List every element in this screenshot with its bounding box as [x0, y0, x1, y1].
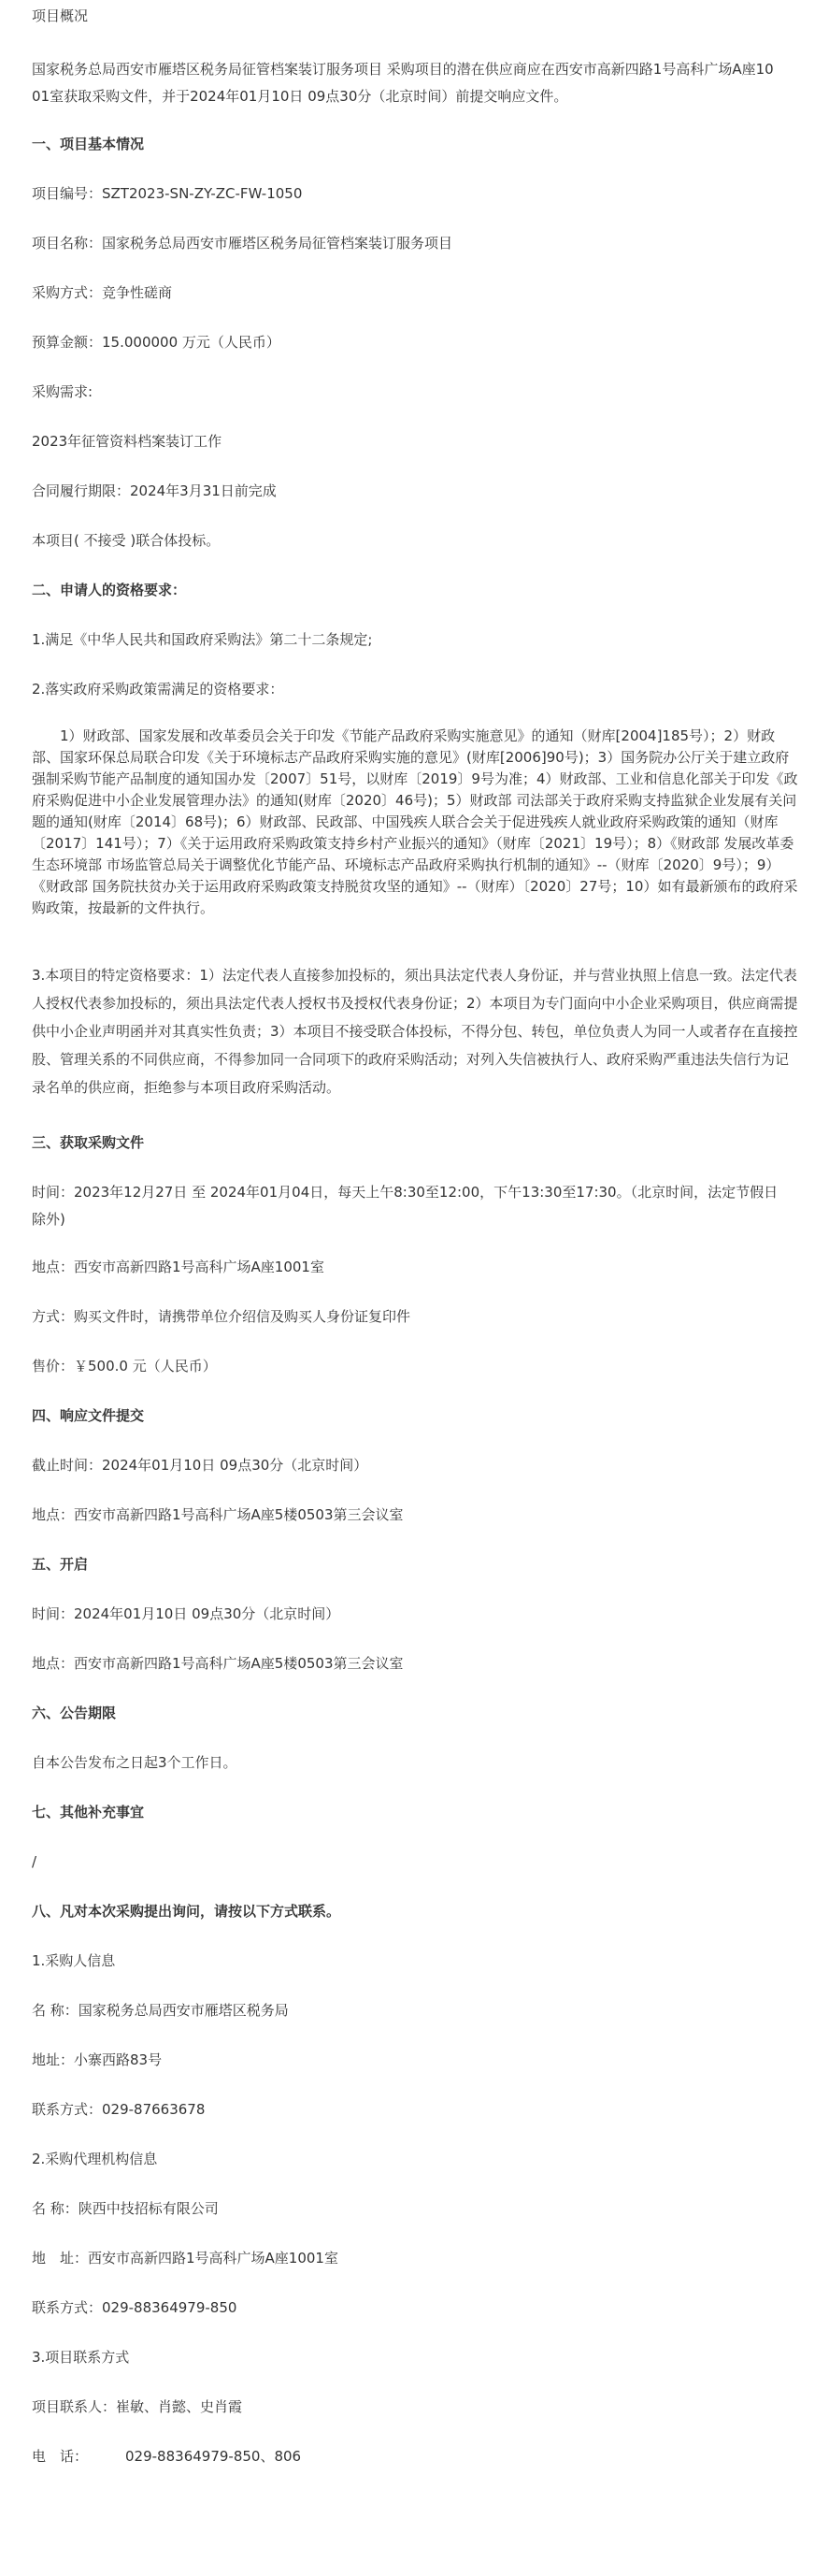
obtain-place: 地点：西安市高新四路1号高科广场A座1001室: [32, 1259, 324, 1275]
supplementary-matters: /: [32, 1853, 37, 1870]
submission-place: 地点：西安市高新四路1号高科广场A座5楼0503第三会议室: [32, 1506, 404, 1523]
qualification-2: 2.落实政府采购政策需满足的资格要求：: [32, 681, 284, 698]
agency-address: 地 址：西安市高新四路1号高科广场A座1001室: [32, 2250, 338, 2267]
opening-time: 时间：2024年01月10日 09点30分（北京时间）: [32, 1605, 340, 1622]
purchaser-info-title: 1.采购人信息: [32, 1952, 116, 1969]
budget-amount: 预算金额：15.000000 万元（人民币）: [32, 334, 280, 351]
section-2-title: 二、申请人的资格要求：: [32, 582, 187, 598]
section-6-title: 六、公告期限: [32, 1705, 117, 1721]
purchaser-phone: 联系方式：029-87663678: [32, 2101, 206, 2118]
section-3-title: 三、获取采购文件: [32, 1134, 145, 1151]
agency-info-title: 2.采购代理机构信息: [32, 2151, 158, 2167]
qualification-1: 1.满足《中华人民共和国政府采购法》第二十二条规定;: [32, 631, 373, 648]
overview-text: 国家税务总局西安市雁塔区税务局征管档案装订服务项目 采购项目的潜在供应商应在西安市高新四路1号高科广场A座1001室获取采购文件，并于2024年01月10日 09点30分（北京时间）前提交响应文件。: [32, 61, 774, 105]
project-number: 项目编号：SZT2023-SN-ZY-ZC-FW-1050: [32, 185, 303, 202]
joint-bid-note: 本项目( 不接受 )联合体投标。: [32, 532, 221, 549]
procurement-requirement-label: 采购需求:: [32, 383, 93, 400]
section-1-title: 一、项目基本情况: [32, 136, 145, 152]
opening-place: 地点：西安市高新四路1号高科广场A座5楼0503第三会议室: [32, 1655, 404, 1672]
obtain-time: 时间：2023年12月27日 至 2024年01月04日，每天上午8:30至12:00，下午13:30至17:30。（北京时间，法定节假日除外): [32, 1184, 779, 1228]
qualification-2-detail: 1）财政部、国家发展和改革委员会关于印发《节能产品政府采购实施意见》的通知（财库[2004]185号）；2）财政部、国家环保总局联合印发《关于环境标志产品政府采购实施的意见》(财库[2006]90号)；3）国务院办公厅关于建立政府强制采购节能产品制度的通知国办发〔2007〕51号，以财库〔2019〕9号为准；4）财政部、工业和信息化部关于印发《政府采购促进中小企业发展管理办法》的通知(财库〔2020〕46号)；5）财政部 司法部关于政府采购支持监狱企业发展有关问题的通知(财库〔2014〕68号)；6）财政部、民政部、中国残疾人联合会关于促进残疾人就业政府采购政策的通知（财库〔2017〕141号）；7）《关于运用政府采购政策支持乡村产业振兴的通知》（财库〔2021〕19号）；8）《财政部 发展改革委 生态环境部 市场监管总局关于调整优化节能产品、环境标志产品政府采购执行机制的通知》--（财库〔2020〕9号）；9）《财政部 国务院扶贫办关于运用政府采购政策支持脱贫攻坚的通知》--（财库）〔2020〕27号；10）如有最新颁布的政府采购政策，按最新的文件执行。: [32, 727, 798, 916]
procurement-requirement-item: 2023年征管资料档案装订工作: [32, 433, 222, 450]
section-4-title: 四、响应文件提交: [32, 1407, 145, 1424]
project-contact-phone: [32, 2443, 779, 2470]
contract-term: 合同履行期限：2024年3月31日前完成: [32, 482, 277, 499]
agency-name: 名 称：陕西中技招标有限公司: [32, 2200, 219, 2217]
section-8-title: 八、凡对本次采购提出询问，请按以下方式联系。: [32, 1903, 341, 1920]
project-contact-title: 3.项目联系方式: [32, 2349, 130, 2366]
section-7-title: 七、其他补充事宜: [32, 1804, 145, 1820]
submission-deadline: 截止时间：2024年01月10日 09点30分（北京时间）: [32, 1457, 368, 1474]
overview-title: 项目概况: [32, 7, 89, 24]
project-name: 项目名称：国家税务总局西安市雁塔区税务局征管档案装订服务项目: [32, 235, 453, 252]
qualification-3: 3.本项目的特定资格要求：1）法定代表人直接参加投标的，须出具法定代表人身份证，并与营业执照上信息一致。法定代表人授权代表参加投标的，须出具法定代表人授权书及授权代表身份证；2）本项目为专门面向中小企业采购项目，供应商需提供中小企业声明函并对其真实性负责；3）本项目不接受联合体投标，不得分包、转包，单位负责人为同一人或者存在直接控股、管理关系的不同供应商，不得参加同一合同项下的政府采购活动；对列入失信被执行人、政府采购严重违法失信行为记录名单的供应商，拒绝参与本项目政府采购活动。: [32, 967, 798, 1096]
purchaser-name: 名 称：国家税务总局西安市雁塔区税务局: [32, 2002, 289, 2019]
procurement-method: 采购方式：竞争性磋商: [32, 284, 173, 301]
phone-value: 029-88364979-850、806: [125, 2448, 302, 2465]
section-5-title: 五、开启: [32, 1556, 89, 1573]
phone-label: 电 话：: [32, 2448, 89, 2465]
agency-phone: 联系方式：029-88364979-850: [32, 2299, 237, 2316]
obtain-method: 方式：购买文件时，请携带单位介绍信及购买人身份证复印件: [32, 1308, 411, 1325]
project-contact-persons: 项目联系人：崔敏、肖懿、史肖霞: [32, 2398, 243, 2415]
notice-period: 自本公告发布之日起3个工作日。: [32, 1754, 237, 1771]
purchaser-address: 地址：小寨西路83号: [32, 2051, 163, 2068]
document-price: 售价：￥500.0 元（人民币）: [32, 1358, 217, 1374]
